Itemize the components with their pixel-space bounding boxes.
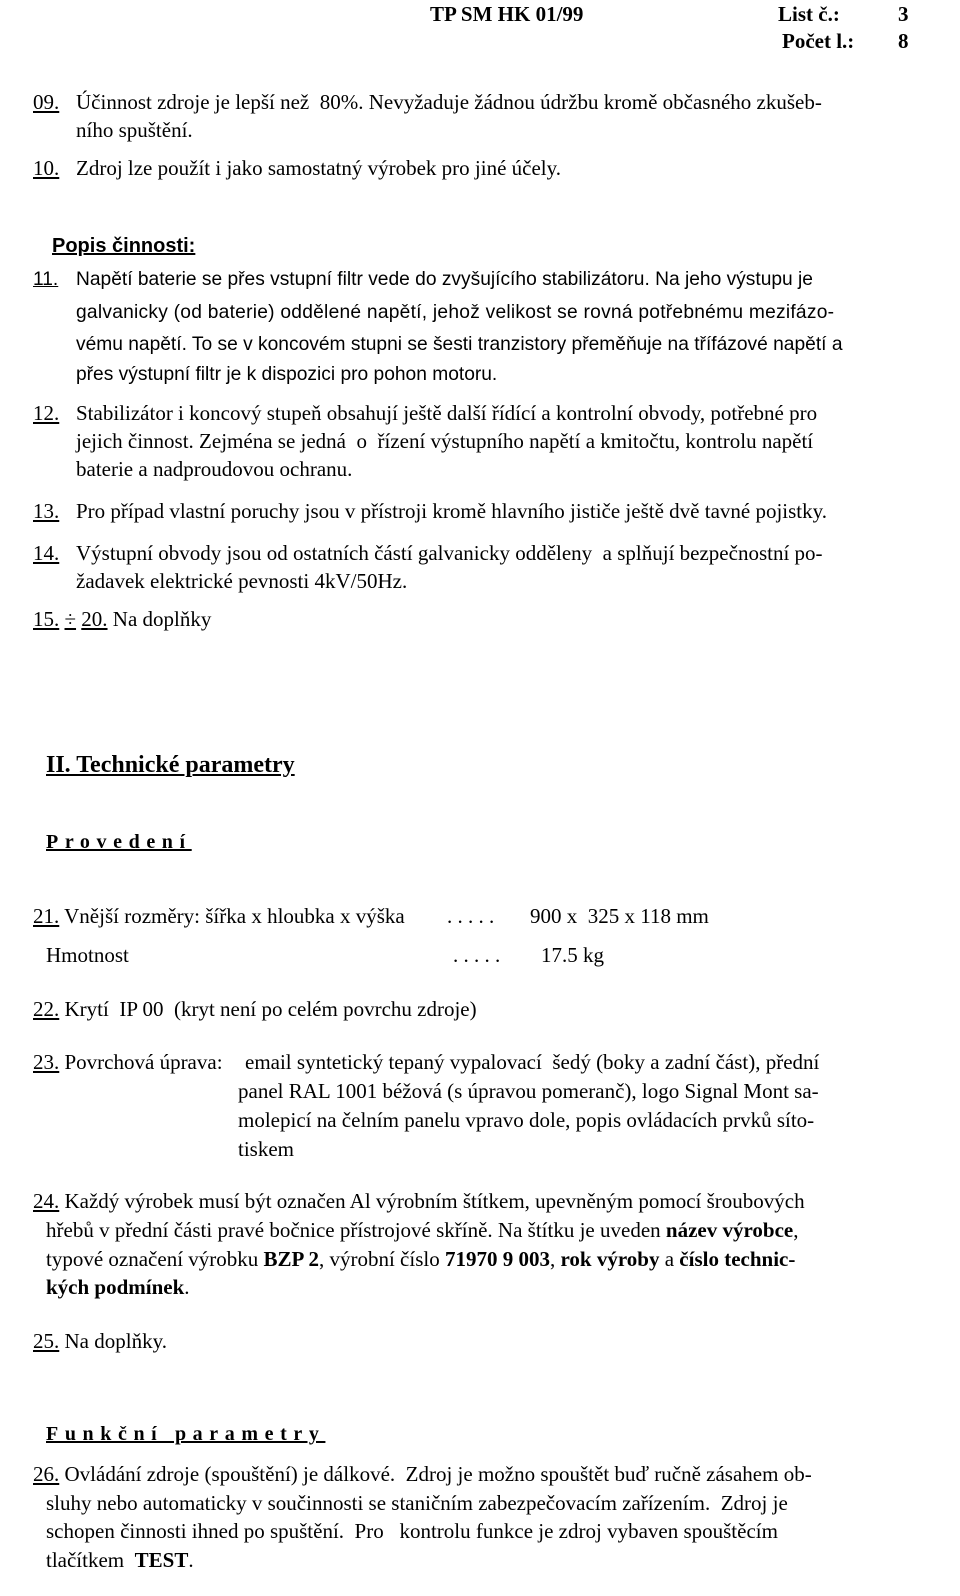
item-13-number: 13.: [33, 499, 60, 523]
item-21-number: 21.: [33, 904, 60, 928]
weight-label: Hmotnost: [46, 943, 129, 967]
item-26-text-d1: tlačítkem: [46, 1548, 135, 1572]
item-11-text-d: To se v koncovém stupni se šesti tranzistory přeměňuje na třífázové napětí a: [191, 334, 843, 355]
item-09-number: 09.: [33, 90, 60, 114]
item-24-text-c7: a: [659, 1247, 680, 1271]
item-09-text: Účinnost zdroje je lepší než 80%. Nevyžaduje žádnou údržbu kromě občasného zkušeb-: [76, 90, 822, 114]
item-15-text: Na doplňky: [112, 607, 212, 631]
item-26-text-a: Ovládání zdroje (spouštění) je dálkové. Zdroj je možno spouštět buď ručně zásahem ob-: [64, 1462, 812, 1486]
item-15: [33, 605, 211, 634]
item-11-line2: galvanicky (od baterie) oddělené napětí, jehož velikost se rovná potřebnému mezifázo-: [76, 302, 835, 323]
item-10-text: Zdroj lze použít i jako samostatný výrobek pro jiné účely.: [76, 156, 562, 180]
item-21: [33, 902, 405, 931]
item-26-text-d3: .: [188, 1548, 194, 1572]
item-25-number: 25.: [33, 1329, 60, 1353]
item-24-text-b1: hřebů v přední části pravé bočnice přístrojové skříně. Na štítku je uveden: [46, 1218, 666, 1242]
item-14-line2: žadavek elektrické pevnosti 4kV/50Hz.: [76, 569, 408, 593]
provedeni-heading: Provedení: [46, 831, 192, 853]
item-26-line2: sluhy nebo automaticky v součinnosti se staničním zabezpečovacím zařízením. Zdroj je: [46, 1491, 788, 1515]
item-23-line-b: panel RAL 1001 béžová (s úpravou pomeranč), logo Signal Mont sa-: [238, 1079, 819, 1103]
item-21-value: 900 x 325 x 118 mm: [530, 904, 709, 928]
item-23-line1: [33, 1048, 223, 1077]
count-value: 8: [898, 29, 909, 53]
weight-dots: . . . . .: [453, 943, 501, 967]
item-23-line-a: email syntetický tepaný vypalovací šedý (boky a zadní část), přední: [245, 1050, 820, 1074]
item-09-line1: [33, 88, 822, 117]
item-11-line3: [76, 330, 843, 359]
item-24-text-d1: kých podmínek: [46, 1275, 185, 1299]
item-26-line4: [46, 1546, 194, 1575]
item-12-number: 12.: [33, 401, 60, 425]
item-24-line3: [46, 1245, 795, 1274]
item-22: [33, 995, 477, 1024]
item-24-text-c1: typové označení výrobku: [46, 1247, 264, 1271]
item-22-text: Krytí IP 00 (kryt není po celém povrchu zdroje): [64, 997, 477, 1021]
item-14-line1: [33, 539, 823, 568]
item-24-line1: [33, 1187, 805, 1216]
funkcni-heading: Funkční parametry: [46, 1423, 326, 1445]
item-23-number: 23.: [33, 1050, 60, 1074]
item-24-text-c4: 71970 9 003: [444, 1247, 550, 1271]
item-14-number: 14.: [33, 541, 60, 565]
item-12-text-a: Stabilizátor i koncový stupeň obsahují ještě další řídící a kontrolní obvody, potřebné pro: [76, 401, 818, 425]
item-11-line1: [33, 265, 813, 294]
item-12-line3: baterie a nadproudovou ochranu.: [76, 457, 353, 481]
item-24-text-d2: .: [184, 1275, 190, 1299]
item-14-text-a: Výstupní obvody jsou od ostatních částí galvanicky odděleny a splňují bezpečnostní po-: [76, 541, 823, 565]
item-24-line4: [46, 1273, 190, 1302]
popis-heading: Popis činnosti:: [52, 235, 196, 257]
item-11-number: 11.: [33, 269, 59, 290]
item-26-line3: schopen činnosti ihned po spuštění. Pro kontrolu funkce je zdroj vybaven spouštěcím: [46, 1519, 778, 1543]
item-23-line-c: molepicí na čelním panelu vpravo dole, popis ovládacích prvků sítо-: [238, 1108, 815, 1132]
item-13-text: Pro případ vlastní poruchy jsou v přístroji kromě hlavního jističe ještě dvě tavné pojistky.: [76, 499, 828, 523]
item-26-text-d2: TEST: [134, 1548, 189, 1572]
item-24-text-c8: číslo technic-: [679, 1247, 796, 1271]
item-22-number: 22.: [33, 997, 60, 1021]
section-2-title: II. Technické parametry: [46, 752, 295, 778]
weight-value: 17.5 kg: [541, 943, 604, 967]
item-24-line2: [46, 1216, 798, 1245]
item-12-line1: [33, 399, 817, 428]
item-11-text-a: Napětí baterie se přes vstupní filtr vede do zvyšujícího stabilizátoru. Na jeho výstupu je: [76, 269, 813, 290]
item-11-line4: přes výstupní filtr je k dispozici pro pohon motoru.: [76, 364, 498, 385]
item-24-text-c5: ,: [549, 1247, 561, 1271]
item-24-text-a: Každý výrobek musí být označen Al výrobním štítkem, upevněným pomocí šroubových: [64, 1189, 805, 1213]
item-23-label: Povrchová úprava:: [64, 1050, 223, 1074]
list-label: List č.:: [778, 2, 840, 26]
list-value: 3: [898, 2, 909, 26]
item-24-text-c3: , výrobní číslo: [318, 1247, 445, 1271]
item-24-text-c2: BZP 2: [263, 1247, 319, 1271]
item-15-number-a: 15.: [33, 607, 60, 631]
item-10: [33, 154, 561, 183]
doc-code: TP SM HK 01/99: [430, 2, 584, 26]
item-24-text-b3: ,: [793, 1218, 799, 1242]
item-21-label: Vnější rozměry: šířka x hloubka x výška: [64, 904, 405, 928]
item-24-text-c6: rok výroby: [560, 1247, 660, 1271]
item-09-line2: ního spuštění.: [76, 118, 193, 142]
item-23-line-d: tiskem: [238, 1137, 294, 1161]
item-11-text-c: vému napětí.: [76, 334, 187, 355]
item-24-number: 24.: [33, 1189, 60, 1213]
item-25: [33, 1327, 167, 1356]
item-10-number: 10.: [33, 156, 60, 180]
item-13: [33, 497, 827, 526]
item-26-line1: [33, 1460, 812, 1489]
item-25-text: Na doplňky.: [64, 1329, 167, 1353]
item-21-dots: . . . . .: [447, 904, 495, 928]
item-24-text-b2: název výrobce: [665, 1218, 794, 1242]
item-15-divide: ÷: [64, 607, 77, 631]
count-label: Počet l.:: [782, 29, 855, 53]
item-12-line2: jejich činnost. Zejména se jedná o řízení výstupního napětí a kmitočtu, kontrolu napětí: [76, 429, 814, 453]
item-26-number: 26.: [33, 1462, 60, 1486]
item-15-number-b: 20.: [81, 607, 108, 631]
